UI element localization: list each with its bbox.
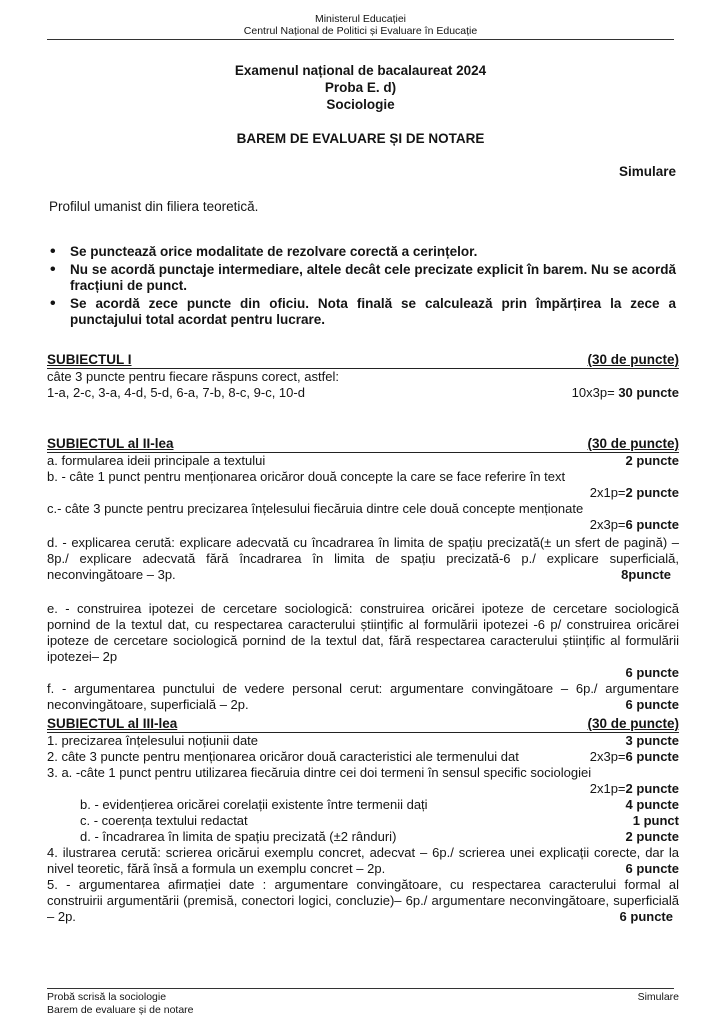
item-3-3b [47,797,679,813]
item-3-3b-points: 4 puncte [625,797,679,812]
exam-title-line1: Examenul național de bacalaureat 2024 [234,63,487,78]
item-2b-text: b. - câte 1 punct pentru menționarea oricăror două concepte la care se face referire în text [47,469,566,484]
item-2d-points: 8puncte [621,567,671,582]
page-footer [47,991,679,1017]
item-3-3a-score [47,781,679,797]
item-2c-text: c.- câte 3 puncte pentru precizarea înțelesului fiecăruia dintre cele două concepte menționate [47,501,584,516]
item-2a-points: 2 puncte [625,453,679,468]
item-3-3c-text: c. - coerența textului redactat [80,813,248,828]
item-2c-calc: 2x3p= [589,517,626,532]
footer-divider [47,988,674,989]
item-3-1-text: 1. precizarea înțelesului noțiunii date [47,733,259,748]
item-2c-score [47,517,679,533]
item-3-1-points: 3 puncte [625,733,679,748]
item-3-3c [47,813,679,829]
rule-item: • Se punctează orice modalitate de rezolvare corectă a cerințelor. [50,244,676,260]
footer-line2: Barem de evaluare și de notare [47,1004,194,1016]
profile-text: Profilul umanist din filiera teoretică. [49,199,259,214]
item-3-3d-text: d. - încadrarea în limita de spațiu precizată (±2 rânduri) [80,829,397,844]
item-3-3d [47,829,679,845]
item-2d-text: d. - explicarea cerută: explicare adecvată cu încadrarea în limita de spațiu precizată(± un sfert de pagină) – 8p./ explicare adecvată fără încadrarea în limita de spațiu precizată-6 p./ explicare superficială, neconvingătoare – 3p. [47,535,679,582]
rule-item: • Se acordă zece puncte din oficiu. Nota finală se calculează prin împărțirea la zece a punctajului total acordat pentru lucrare. [50,296,676,328]
subject-1-points: (30 de puncte) [587,352,679,367]
subject-1-answers: 1-a, 2-c, 3-a, 4-d, 5-d, 6-a, 7-b, 8-c, 9-c, 10-d [47,385,305,400]
subject-2-points: (30 de puncte) [587,436,679,451]
subject-1-section [47,352,679,401]
item-2e-points: 6 puncte [625,665,679,680]
item-3-2-text: 2. câte 3 puncte pentru menționarea oricăror două caracteristici ale termenului dat [47,749,519,764]
header-divider [47,39,674,40]
item-3-2-calc: 2x3p= [589,749,626,764]
exam-title-line3: Sociologie [326,97,395,112]
subject-1-calc: 10x3p= [571,385,615,400]
item-3-3a-calc: 2x1p= [589,781,626,796]
subject-3-section [47,716,679,925]
item-2a-text: a. formularea ideii principale a textului [47,453,266,468]
item-3-3a-points: 2 puncte [625,781,679,796]
item-2b-points: 2 puncte [625,485,679,500]
subject-2-section [47,436,679,713]
item-2a [47,453,679,469]
item-3-4-text: 4. ilustrarea cerută: scrierea oricărui exemplu concret, adecvat – 6p./ scrierea unei explicații corecte, dar la nivel teoretic, fără însă a formula un exemplu concret – 2p. [47,845,679,876]
exam-title-line2: Proba E. d) [324,80,397,95]
item-3-4-points: 6 puncte [625,861,679,876]
subject-1-answers-row [47,385,679,401]
item-2f-text: f. - argumentarea punctului de vedere personal cerut: argumentare convingătoare – 6p./ argumentare neconvingătoare, superficială – 2p. [47,681,679,712]
item-3-5-points: 6 puncte [619,909,673,924]
item-2f-points: 6 puncte [625,697,679,712]
subject-2-title: SUBIECTUL al II-lea [47,436,174,451]
item-3-3c-points: 1 punct [632,813,679,828]
subject-1-instruction: câte 3 puncte pentru fiecare răspuns corect, astfel: [47,369,339,384]
item-2b-score [47,485,679,501]
item-3-2-points: 6 puncte [625,749,679,764]
barem-title: BAREM DE EVALUARE ȘI DE NOTARE [236,131,485,146]
subject-3-points: (30 de puncte) [587,716,679,731]
subject-1-heading [47,352,679,369]
page-header [0,0,721,37]
ministry-name: Ministerul Educației [314,13,407,25]
simulare-label: Simulare [618,164,676,179]
subject-3-title: SUBIECTUL al III-lea [47,716,178,731]
subject-3-heading [47,716,679,733]
center-name: Centrul Național de Politici și Evaluare în Educație [243,25,478,37]
item-3-5-text: 5. - argumentarea afirmației date : argumentare convingătoare, cu respectarea caracterului formal al construirii argumentării (premisă, conectori logici, concluzie)– 6p./ argumentare neconvingătoare, superficială – 2p. [47,877,679,924]
item-3-3a-text: 3. a. -câte 1 punct pentru utilizarea fiecăruia dintre cei doi termeni în sensul specific sociologiei [47,765,592,780]
footer-right: Simulare [637,991,679,1003]
subject-2-heading [47,436,679,453]
rule-item: • Nu se acordă punctaje intermediare, altele decât cele precizate explicit în barem. Nu se acordă fracțiuni de punct. [50,262,676,294]
item-2c-points: 6 puncte [625,517,679,532]
item-2b-calc: 2x1p= [589,485,626,500]
subject-1-total: 30 puncte [618,385,679,400]
exam-title [0,62,721,113]
item-3-1 [47,733,679,749]
footer-line1: Probă scrisă la sociologie [47,991,167,1003]
item-2e-text: e. - construirea ipotezei de cercetare sociologică: construirea oricărei ipoteze de cercetare sociologică pornind de la textul dat, cu respectarea caracterului științific al formulării ipotezei -6 p/ construirea oricărei ipoteze de cercetare sociologică pornind de la textul dat, fără respectarea caracterului științific al formulării ipotezei– 2p [47,601,679,664]
item-3-3d-points: 2 puncte [625,829,679,844]
item-3-2 [47,749,679,765]
rules-list [50,244,676,328]
item-3-3b-text: b. - evidențierea oricărei corelații existente între termenii dați [80,797,428,812]
subject-1-title: SUBIECTUL I [47,352,132,367]
